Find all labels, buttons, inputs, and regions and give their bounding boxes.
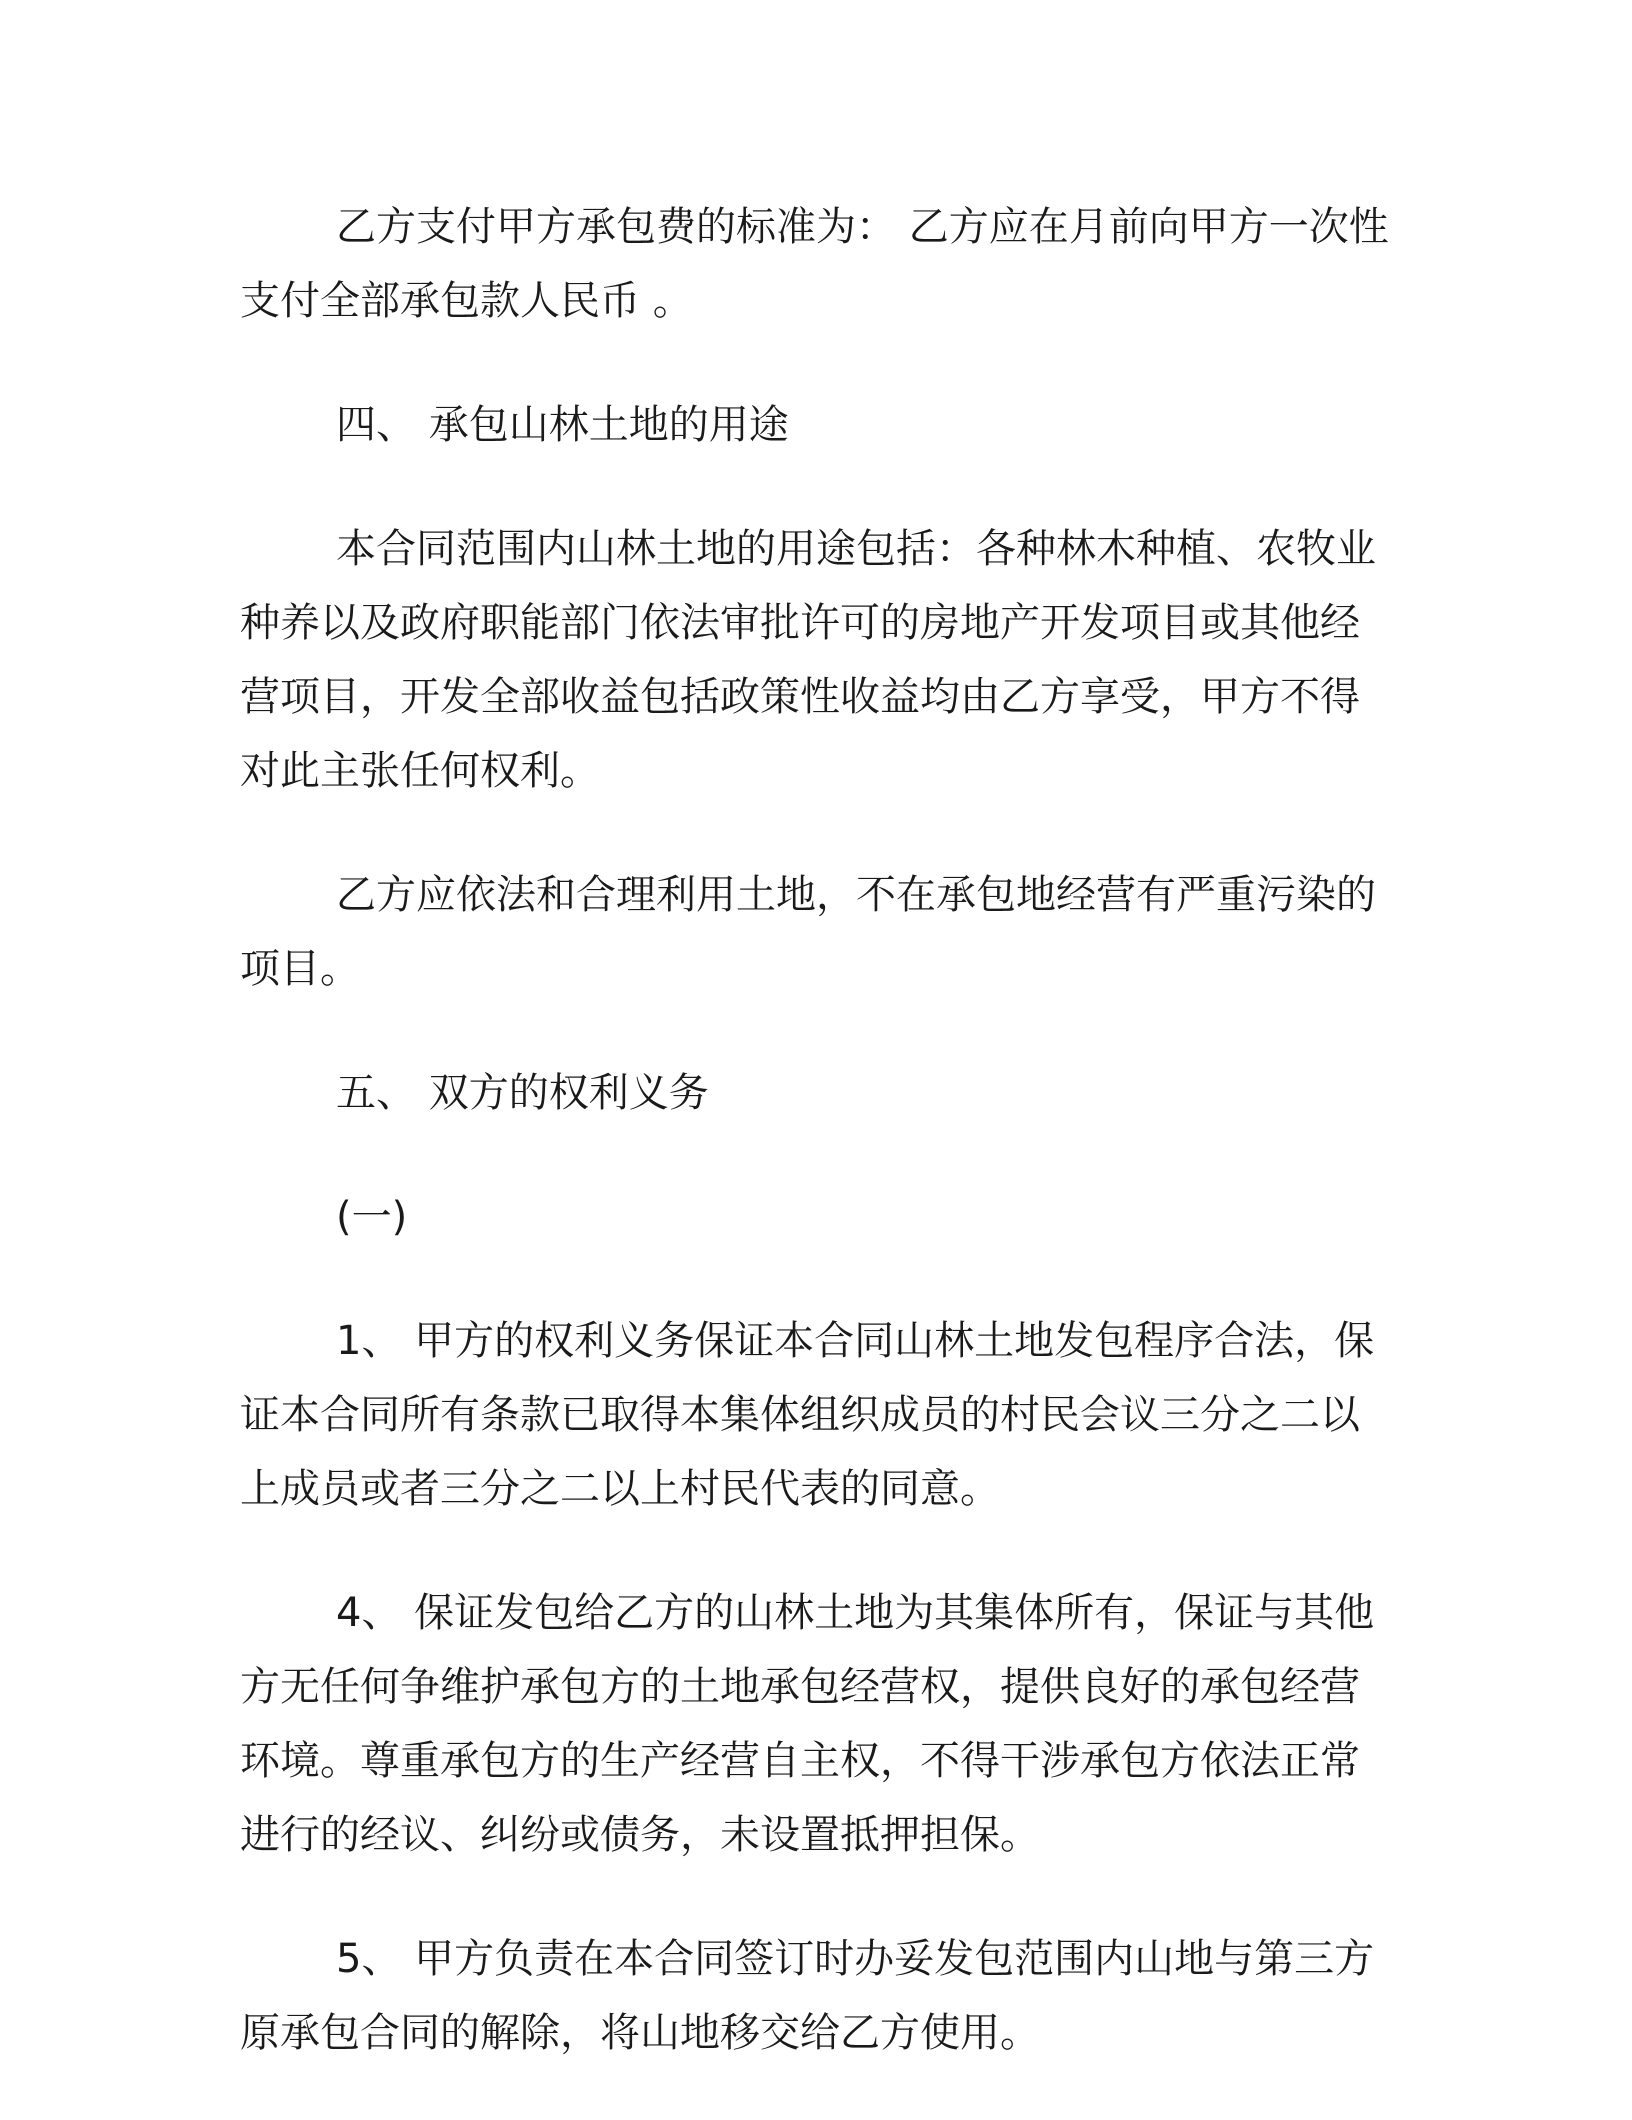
- heading-rights-obligations: 五、 双方的权利义务: [336, 1070, 709, 1116]
- paragraph-land-use: 本合同范围内山林土地的用途包括：各种林木种植、农牧业种养以及政府职能部门依法审批许可的房地产开发项目或其他经营项目，开发全部收益包括政策性收益均由乙方享受，甲方不得对此主张任何权利。: [240, 526, 1376, 794]
- heading-land-use: 四、 承包山林土地的用途: [336, 402, 789, 448]
- document-body: [240, 190, 1390, 2120]
- paragraph-fee-standard: 乙方支付甲方承包费的标准为： 乙方应在月前向甲方一次性支付全部承包款人民币 。: [240, 204, 1389, 324]
- paragraph-lawful-use: 乙方应依法和合理利用土地，不在承包地经营有严重污染的项目。: [240, 872, 1376, 992]
- paragraph-clause-4: 4、 保证发包给乙方的山林土地为其集体所有，保证与其他方无任何争维护承包方的土地承包经营权，提供良好的承包经营环境。尊重承包方的生产经营自主权，不得干涉承包方依法正常进行的经议、纠纷或债务，未设置抵押担保。: [240, 1590, 1375, 1858]
- subheading-part-one: (一): [336, 1194, 408, 1240]
- paragraph-clause-1: 1、 甲方的权利义务保证本合同山林土地发包程序合法，保证本合同所有条款已取得本集体组织成员的村民会议三分之二以上成员或者三分之二以上村民代表的同意。: [240, 1318, 1375, 1512]
- paragraph-clause-5: 5、 甲方负责在本合同签订时办妥发包范围内山地与第三方原承包合同的解除，将山地移交给乙方使用。: [240, 1936, 1375, 2056]
